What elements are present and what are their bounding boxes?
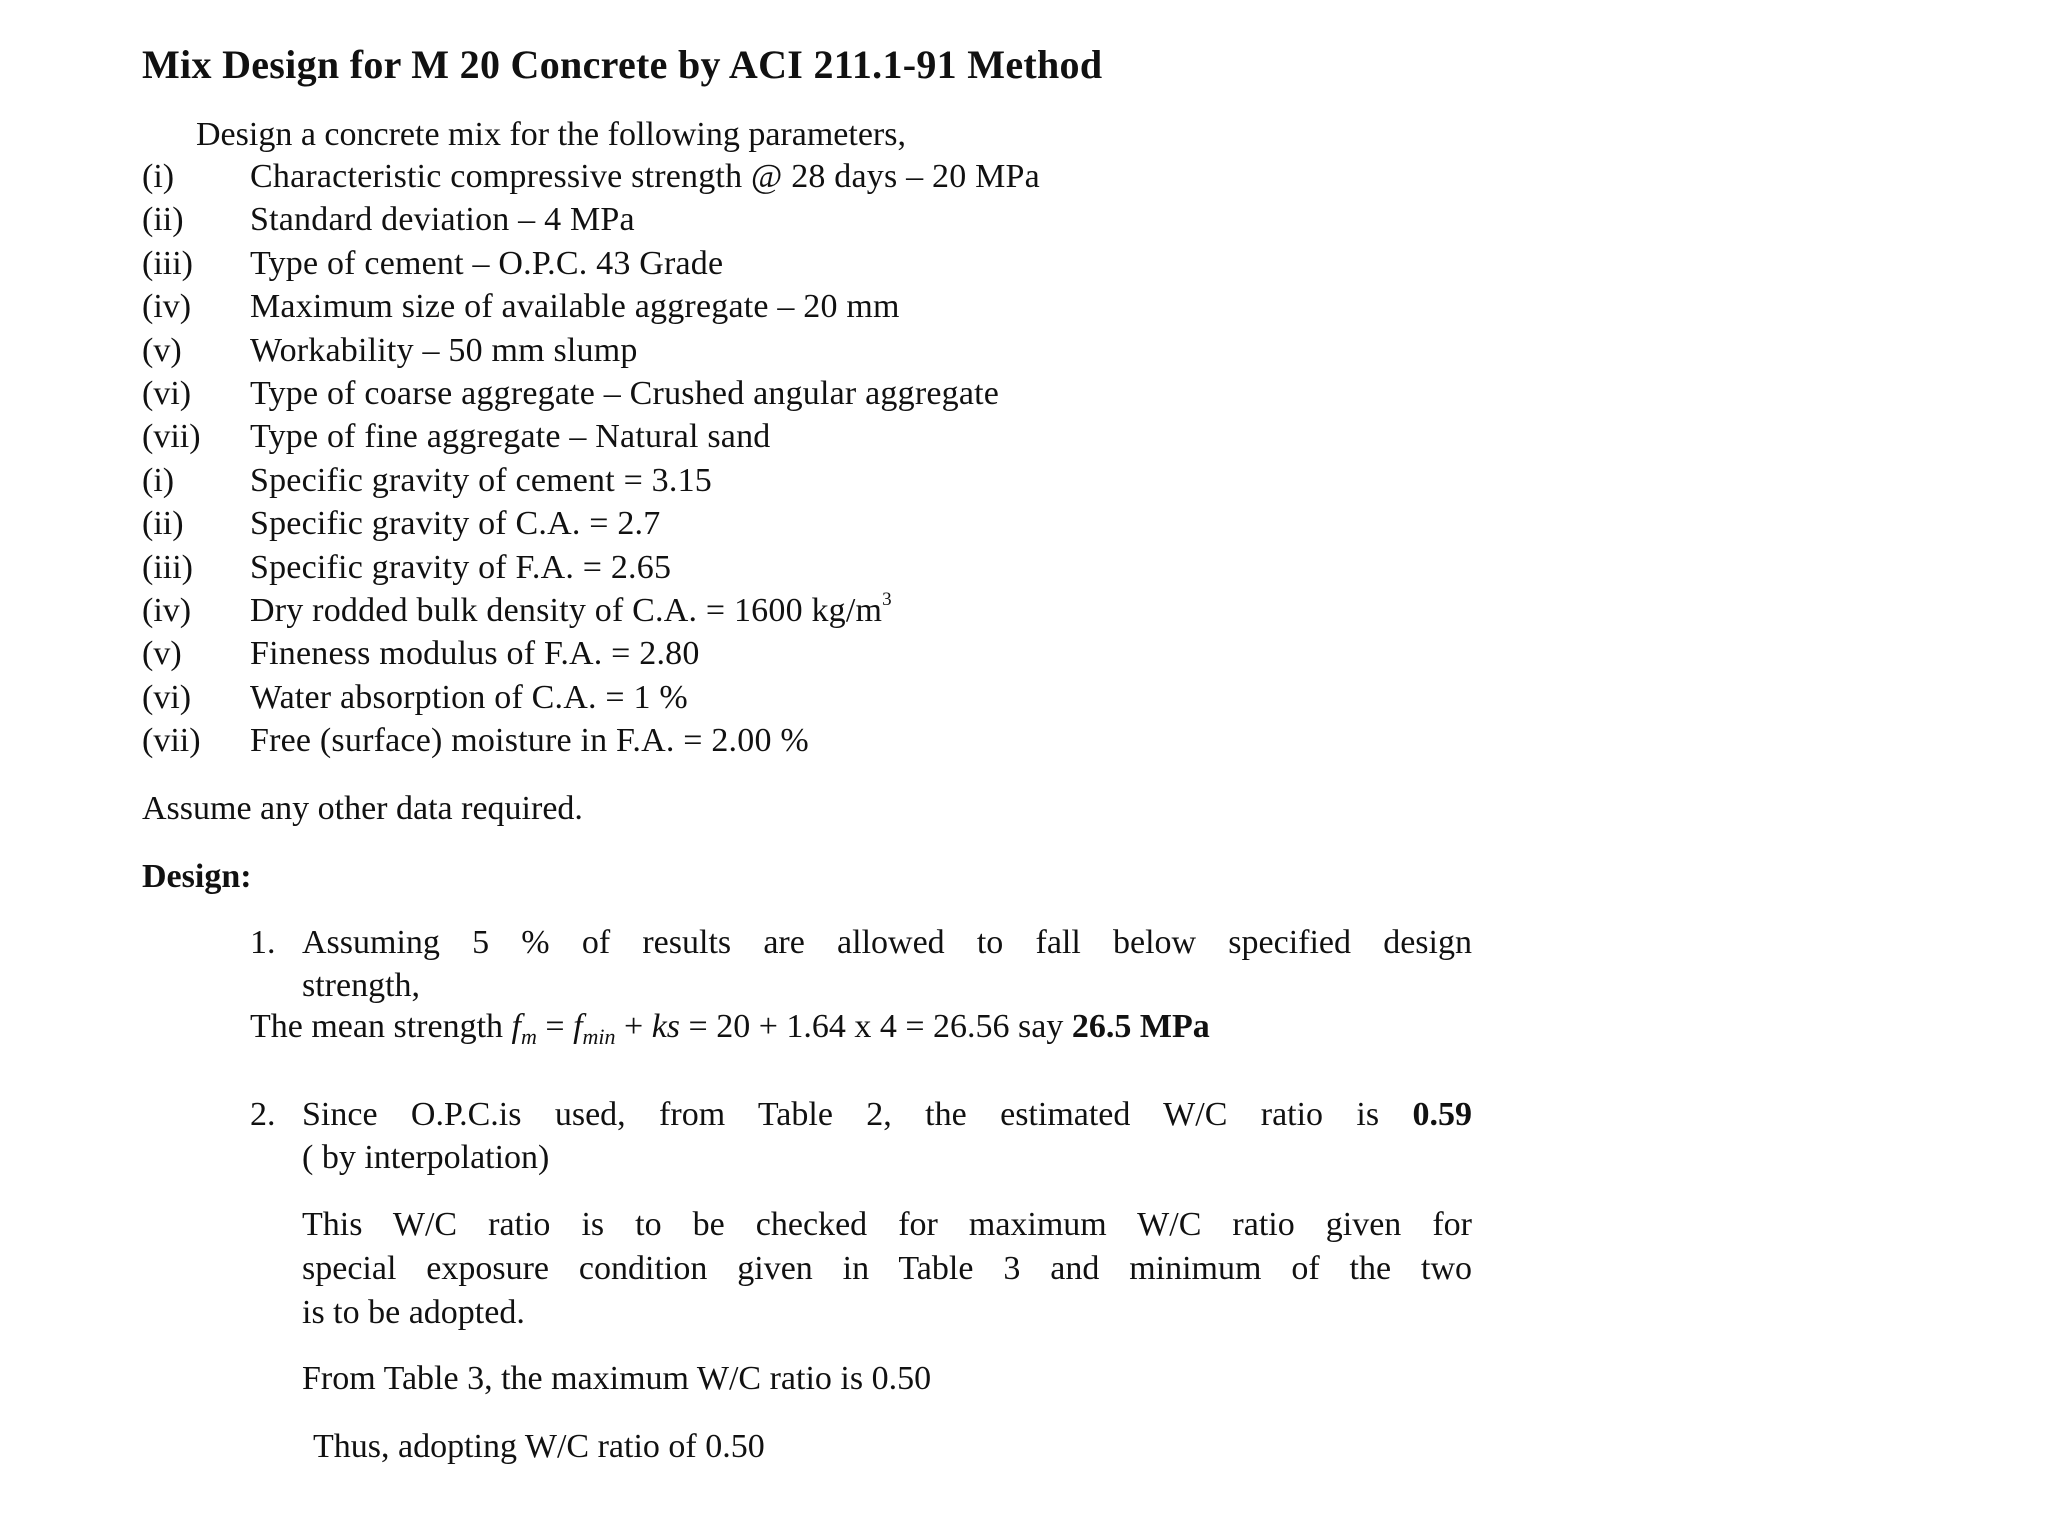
step-2-line-2: ( by interpolation) [302,1139,550,1176]
step-number: 2. [250,1096,276,1133]
parameter-item [142,377,1342,417]
superscript: 3 [882,589,892,610]
parameter-item [142,507,1342,547]
mean-strength-equation: The mean strength $f_m = f_{min}$ + ks = 20 + 1.64 x 4 = 26.56 say 26.5 MPa [250,1008,1210,1049]
step-1-line-2: strength, [302,967,421,1004]
parameter-text: Specific gravity of F.A. = 2.65 [250,548,672,586]
parameter-item [142,203,1342,243]
parameter-number: (vi) [142,375,192,412]
parameter-text: Maximum size of available aggregate – 20 mm [250,288,900,326]
parameter-number: (i) [142,461,175,499]
adopted-ratio-note: Thus, adopting W/C ratio of 0.50 [313,1428,765,1465]
design-step-1 [250,921,1472,1007]
parameter-item [142,461,1342,504]
step-2-line-1: Since O.P.C.is used, from Table 2, the estimated W/C ratio is 0.59 [302,1096,1472,1133]
parameter-number: (iv) [142,288,192,326]
intro-text: Design a concrete mix for the following parameters, [196,116,906,153]
assumption-note: Assume any other data required. [142,790,583,827]
design-heading: Design: [142,858,252,895]
step-1-line-1: Assuming 5 % of results are allowed to fall below specified design [302,924,1472,961]
parameter-text: Free (surface) moisture in F.A. = 2.00 % [250,722,809,760]
parameter-number: (v) [142,635,182,673]
ks-symbol: ks [651,1008,681,1045]
parameter-text: Workability – 50 mm slump [250,331,638,369]
parameter-text: Specific gravity of C.A. = 2.7 [250,505,661,543]
check-paragraph [302,1203,1472,1335]
parameter-number: (iv) [142,592,192,629]
check-line-3: is to be adopted. [302,1294,525,1331]
parameter-item [142,420,1342,460]
wc-ratio-estimate: 0.59 [1412,1096,1472,1133]
check-line-2: special exposure condition given in Table 3 and minimum of the two [302,1250,1472,1287]
parameter-text: Type of coarse aggregate – Crushed angular aggregate [250,375,1000,412]
parameter-number: (i) [142,158,175,195]
parameter-number: (vii) [142,418,201,456]
parameter-text: Characteristic compressive strength @ 28 days – 20 MPa [250,158,1040,195]
parameter-number: (v) [142,331,182,369]
mean-strength-result: 26.5 MPa [1071,1008,1210,1045]
parameter-item [142,724,1342,764]
parameter-item [142,678,1342,721]
min-subscript: min [582,1024,616,1049]
parameter-text: Dry rodded bulk density of C.A. = 1600 $kg/m^3$ [250,589,892,629]
parameter-number: (ii) [142,201,184,239]
parameter-text: Specific gravity of cement = 3.15 [250,461,712,499]
parameter-item [142,160,1342,200]
parameter-item [142,548,1342,591]
parameter-item [142,290,1342,330]
document-title: Mix Design for M 20 Concrete by ACI 211.1-91 Method [142,42,1103,87]
parameter-item [142,589,1342,634]
f-symbol: f [511,1008,521,1045]
parameter-number: (vii) [142,722,201,760]
design-step-2 [250,1093,1472,1179]
parameter-text: Type of cement – O.P.C. 43 Grade [250,244,724,282]
parameter-text: Fineness modulus of F.A. = 2.80 [250,635,700,673]
parameter-number: (iii) [142,548,193,586]
parameter-text: Water absorption of C.A. = 1 % [250,678,688,716]
m-subscript: m [520,1024,537,1049]
check-line-1: This W/C ratio is to be checked for maximum W/C ratio given for [302,1206,1472,1243]
parameter-text: Type of fine aggregate – Natural sand [250,418,771,456]
parameter-number: (iii) [142,244,193,282]
table-3-note: From Table 3, the maximum W/C ratio is 0.50 [302,1360,932,1397]
parameter-item [142,244,1342,287]
parameter-item [142,637,1342,677]
parameter-number: (ii) [142,505,184,543]
parameter-number: (vi) [142,678,192,716]
parameter-text: Standard deviation – 4 MPa [250,201,635,239]
parameter-item [142,331,1342,374]
f-symbol: f [573,1008,583,1045]
step-number: 1. [250,924,276,961]
